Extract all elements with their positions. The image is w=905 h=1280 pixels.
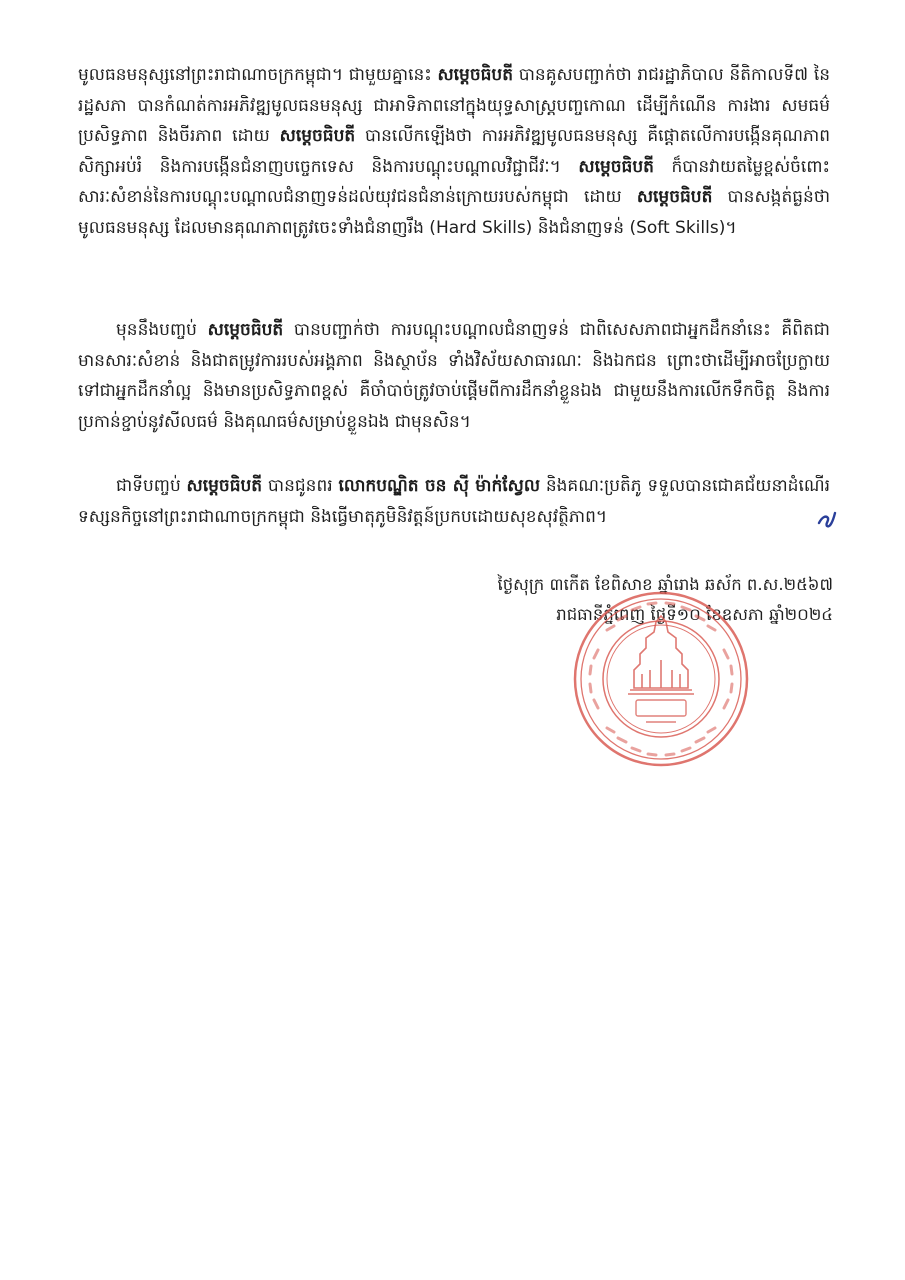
bold-name-text: សម្តេចធិបតី	[578, 156, 654, 177]
body-text-run: មូលធនមនុស្សនៅព្រះរាជាណាចក្រកម្ពុជា។ ជាមួយគ្នានេះ	[78, 65, 438, 85]
paragraph-3	[78, 471, 830, 532]
closing-place-date: រាជធានីភ្នំពេញ ថ្ងៃទី១០ ខែឧសភា ឆ្នាំ២០២៤	[556, 605, 833, 624]
body-text-run: បានបញ្ជាក់ថា ការបណ្តុះបណ្តាលជំនាញទន់ ជាពិសេសភាពជាអ្នកដឹកនាំនេះ គឺពិតជាមានសារៈសំខាន់ និងជាតម្រូវការរបស់អង្គភាព និងស្ថាប័ន ទាំងវិស័យសាធារណៈ និងឯកជន ព្រោះថាដើម្បីអាចប្រែក្លាយទៅជាអ្នកដឹកនាំល្អ និងមានប្រសិទ្ធភាពខ្ពស់ គឺចាំបាច់ត្រូវចាប់ផ្តើមពីការដឹកនាំខ្លួនឯង ជាមួយនឹងការលើកទឹកចិត្ត និងការប្រកាន់ខ្ជាប់នូវសីលធម៌ និងគុណធម៌សម្រាប់ខ្លួនឯង ជាមុនសិន។	[78, 320, 830, 432]
bold-name-text: សម្តេចធិបតី	[279, 126, 356, 146]
body-text-run: ជាទីបញ្ចប់	[116, 476, 187, 496]
bold-name-text: សម្តេចធិបតី	[186, 476, 263, 496]
body-text-run: និងគណៈប្រតិភូ ទទួលបានជោគជ័យនាដំណើរទស្សនកិច្ចនៅព្រះរាជាណាចក្រកម្ពុជា និងធ្វើមាតុភូមិនិវត្តន៍ប្រកបដោយសុខសុវត្ថិភាព។	[78, 476, 830, 527]
bold-name-text: លោកបណ្ឌិត ចន ស៊ី ម៉ាក់ស្វែល	[338, 476, 541, 496]
paragraph-2	[78, 315, 830, 437]
bold-name-text: សម្តេចធិបតី	[636, 187, 713, 207]
handwritten-mark-icon	[816, 509, 838, 531]
paragraph-1	[78, 60, 830, 243]
closing-lunar-date: ថ្ងៃសុក្រ ៣កើត ខែពិសាខ ឆ្នាំរោង ឆស័ក ព.ស.២៥៦៧	[497, 575, 833, 594]
body-text-run: បានជូនពរ	[262, 476, 339, 496]
body-text-run: បានគូសបញ្ជាក់ថា រាជរដ្ឋាភិបាល នីតិកាលទី៧ នៃរដ្ឋសភា បានកំណត់ការអភិវឌ្ឍមូលធនមនុស្ស ជាអាទិភាពនៅក្នុងយុទ្ធសាស្ត្របញ្ចកោណ ដើម្បីកំណើន ការងារ សមធម៌ ប្រសិទ្ធភាព និងចីរភាព ដោយ	[78, 65, 831, 146]
body-text-run: មុននឹងបញ្ចប់	[116, 320, 208, 340]
body-text-run: បានសង្កត់ធ្ងន់ថា មូលធនមនុស្ស ដែលមានគុណភាពត្រូវចេះទាំងជំនាញរឹង (Hard Skills) និងជំនាញទន់ (Soft Skills)។	[78, 187, 831, 238]
official-seal-icon	[572, 590, 750, 768]
bold-name-text: សម្តេចធិបតី	[437, 65, 514, 85]
bold-name-text: សម្តេចធិបតី	[207, 320, 284, 340]
body-text-run: បានលើកឡើងថា ការអភិវឌ្ឍមូលធនមនុស្ស គឺផ្តោតលើការបង្កើនគុណភាពសិក្សាអប់រំ និងការបង្កើនជំនាញបច្ចេកទេស និងការបណ្តុះបណ្តាលវិជ្ជាជីវៈ។	[78, 126, 830, 177]
body-text-run: ក៏បានវាយតម្លៃខ្ពស់ចំពោះសារៈសំខាន់នៃការបណ្តុះបណ្តាលជំនាញទន់ដល់យុវជនជំនាន់ក្រោយរបស់កម្ពុជា ដោយ	[78, 156, 830, 207]
